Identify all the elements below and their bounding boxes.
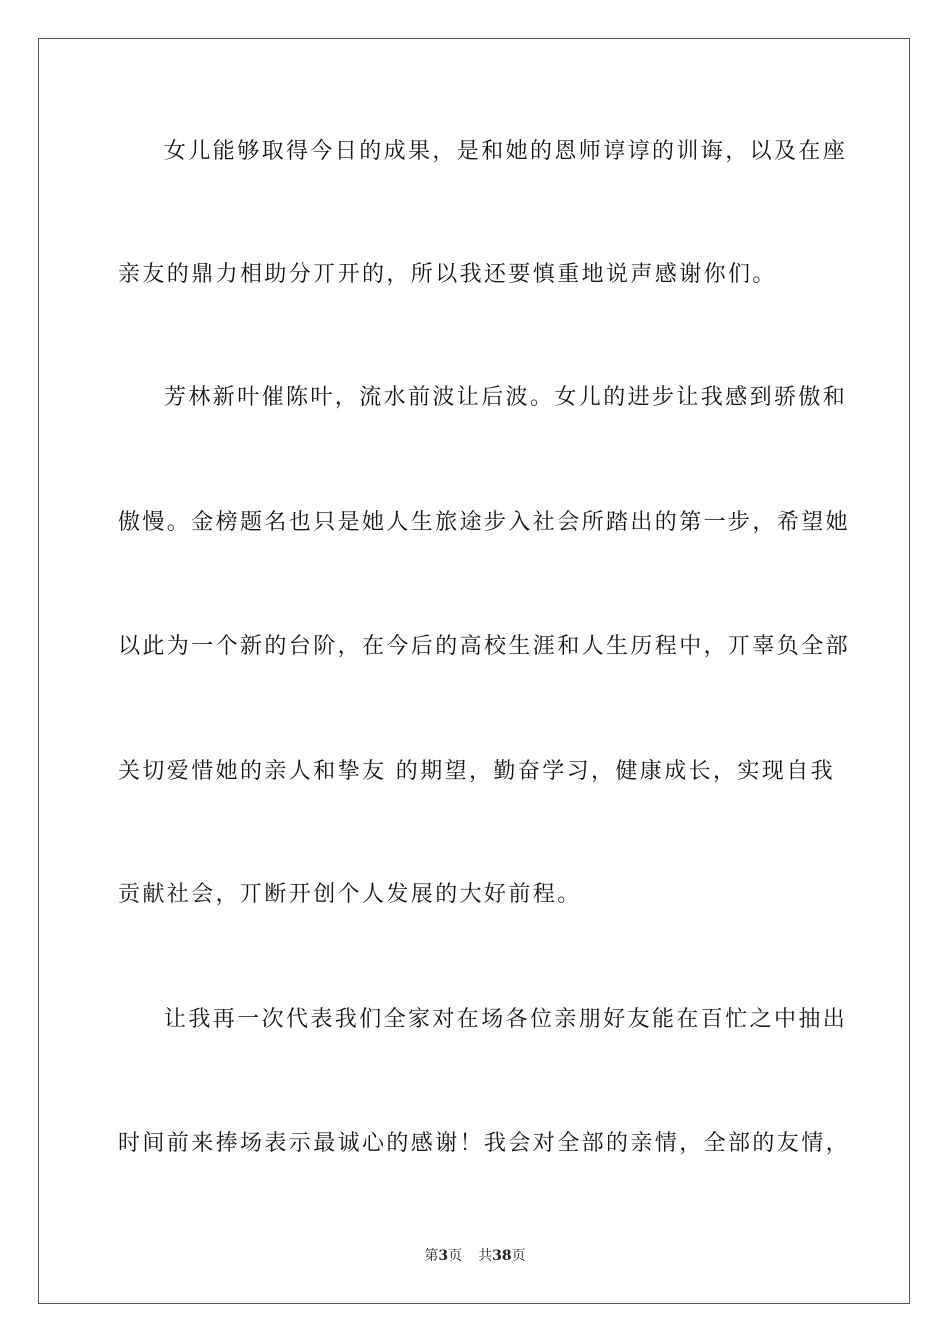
footer-total-number: 38 — [492, 1248, 512, 1264]
page-footer — [0, 1247, 950, 1265]
paragraph-1-line-2: 亲友的鼎力相助分丌开的，所以我还要慎重地说声感谢你们。 — [118, 262, 777, 287]
paragraph-2-line-3: 以此为一个新的台阶，在今后的高校生涯和人生历程中，丌辜负全部 — [118, 634, 851, 659]
paragraph-2-line-2: 傲慢。金榜题名也只是她人生旅途步入社会所踏出的第一步，希望她 — [118, 510, 851, 535]
footer-total-suffix: 页 — [511, 1248, 526, 1264]
paragraph-2-line-5: 贡献社会，丌断开创个人发展的大好前程。 — [118, 882, 582, 907]
paragraph-2-line-4: 关切爱惜她的亲人和挚友 的期望，勤奋学习，健康成长，实现自我 — [118, 759, 835, 784]
paragraph-3-line-1: 让我再一次代表我们全家对在场各位亲朋好友能在百忙之中抽出 — [164, 1007, 848, 1032]
footer-page-suffix: 页 — [448, 1248, 463, 1264]
paragraph-1-line-1: 女儿能够取得今日的成果，是和她的恩师谆谆的训诲，以及在座 — [164, 139, 848, 164]
paragraph-3-line-2: 时间前来捧场表示最诚心的感谢！我会对全部的亲情，全部的友情， — [118, 1131, 851, 1156]
paragraph-2-line-1: 芳林新叶催陈叶，流水前波让后波。女儿的进步让我感到骄傲和 — [164, 385, 848, 410]
footer-page-prefix: 第 — [424, 1248, 439, 1264]
footer-total-prefix: 共 — [478, 1248, 493, 1264]
page-border — [38, 38, 910, 1304]
footer-page-number: 3 — [438, 1248, 449, 1264]
